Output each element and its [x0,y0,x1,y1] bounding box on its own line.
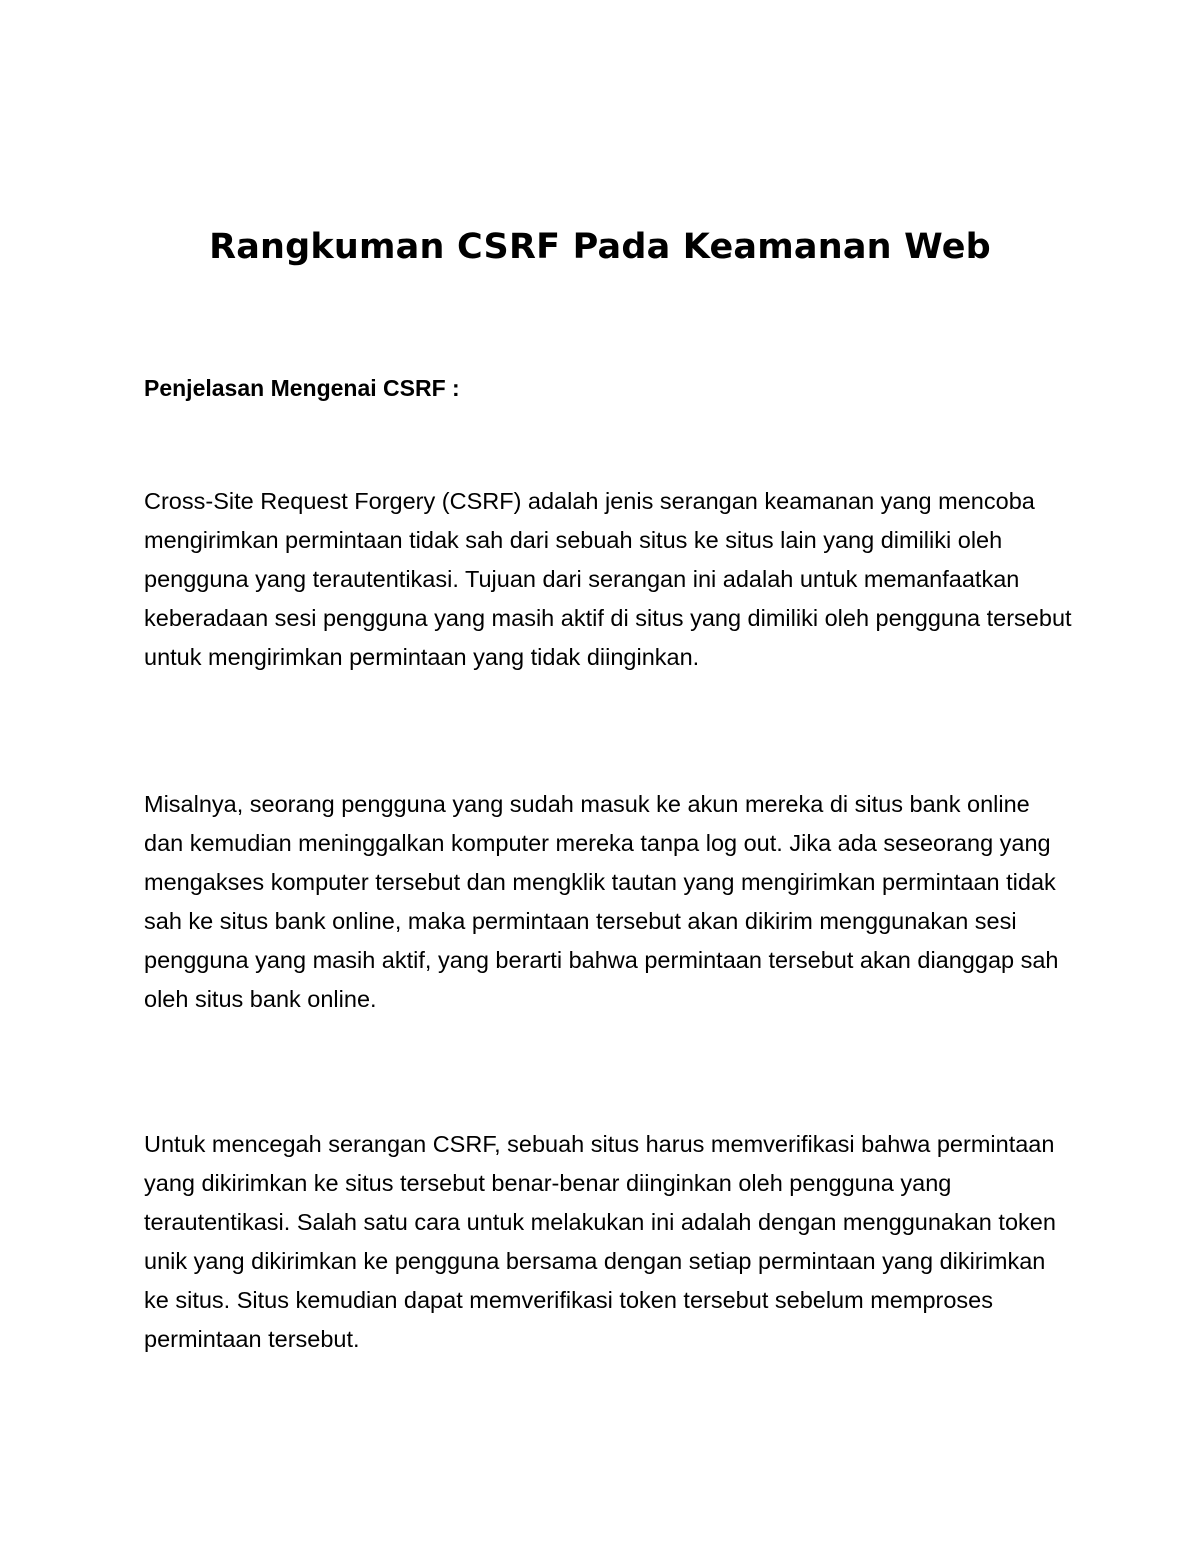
paragraph-prevention: Untuk mencegah serangan CSRF, sebuah situs harus memverifikasi bahwa permintaan yang dikirimkan ke situs tersebut benar-benar diinginkan oleh pengguna yang terautentikasi. Salah satu cara untuk melakukan ini adalah dengan menggunakan token unik yang dikirimkan ke pengguna bersama dengan setiap permintaan yang dikirimkan ke situs. Situs kemudian dapat memverifikasi token tersebut sebelum memproses permintaan tersebut. [144,1131,1056,1352]
section-heading: Penjelasan Mengenai CSRF : [144,375,460,401]
paragraph-definition: Cross-Site Request Forgery (CSRF) adalah jenis serangan keamanan yang mencoba mengirimkan permintaan tidak sah dari sebuah situs ke situs lain yang dimiliki oleh pengguna yang terautentikasi. Tujuan dari serangan ini adalah untuk memanfaatkan keberadaan sesi pengguna yang masih aktif di situs yang dimiliki oleh pengguna tersebut untuk mengirimkan permintaan yang tidak diinginkan. [144,488,1072,670]
paragraph-example: Misalnya, seorang pengguna yang sudah masuk ke akun mereka di situs bank online dan kemudian meninggalkan komputer mereka tanpa log out. Jika ada seseorang yang mengakses komputer tersebut dan mengklik tautan yang mengirimkan permintaan tidak sah ke situs bank online, maka permintaan tersebut akan dikirim menggunakan sesi pengguna yang masih aktif, yang berarti bahwa permintaan tersebut akan dianggap sah oleh situs bank online. [144,791,1059,1012]
page-title: Rangkuman CSRF Pada Keamanan Web [209,227,991,267]
